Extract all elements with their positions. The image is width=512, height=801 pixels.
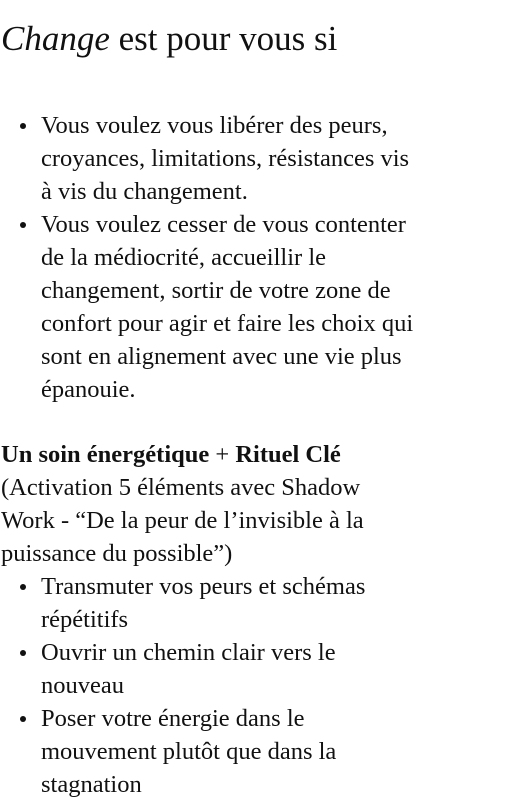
list-item-line: Vous voulez cesser de vous contenter <box>41 211 406 238</box>
list-item-line: mouvement plutôt que dans la <box>41 738 337 765</box>
list-item-line: confort pour agir et faire les choix qui <box>41 310 414 337</box>
list-item-line: Ouvrir un chemin clair vers le <box>41 639 336 666</box>
list-item-line: croyances, limitations, résistances vis <box>41 145 410 172</box>
list-item-line: Poser votre énergie dans le <box>41 705 305 732</box>
list-item-line: Vous voulez vous libérer des peurs, <box>41 112 388 139</box>
section-heading <box>1 18 337 60</box>
list-item-line: répétitifs <box>41 606 129 633</box>
list-item-line: à vis du changement. <box>41 178 248 205</box>
offer-paragraph <box>1 438 511 570</box>
list-item-line: nouveau <box>41 672 124 699</box>
list-item <box>0 636 512 702</box>
list-item-line: épanouie. <box>41 376 136 403</box>
offer-title-bold-2: Rituel Clé <box>235 441 341 468</box>
list-item-line: Transmuter vos peurs et schémas <box>41 573 366 600</box>
list-item-line: changement, sortir de votre zone de <box>41 277 391 304</box>
outcome-list <box>0 570 512 801</box>
list-item <box>0 570 512 636</box>
list-item <box>0 109 512 208</box>
heading-rest: est pour vous si <box>109 19 338 58</box>
list-item-line: de la médiocrité, accueillir le <box>41 244 327 271</box>
list-item-line: sont en alignement avec une vie plus <box>41 343 402 370</box>
heading-emphasis: Change <box>1 19 110 58</box>
offer-title-line <box>1 438 511 471</box>
benefit-list <box>0 109 512 406</box>
list-item <box>0 208 512 406</box>
list-item-line: stagnation <box>41 771 142 798</box>
offer-line: puissance du possible”) <box>1 540 233 567</box>
list-item <box>0 702 512 801</box>
offer-line: Work - “De la peur de l’invisible à la <box>1 507 364 534</box>
offer-line: (Activation 5 éléments avec Shadow <box>1 474 361 501</box>
offer-plus: + <box>209 441 236 468</box>
offer-title-bold-1: Un soin énergétique <box>1 441 210 468</box>
